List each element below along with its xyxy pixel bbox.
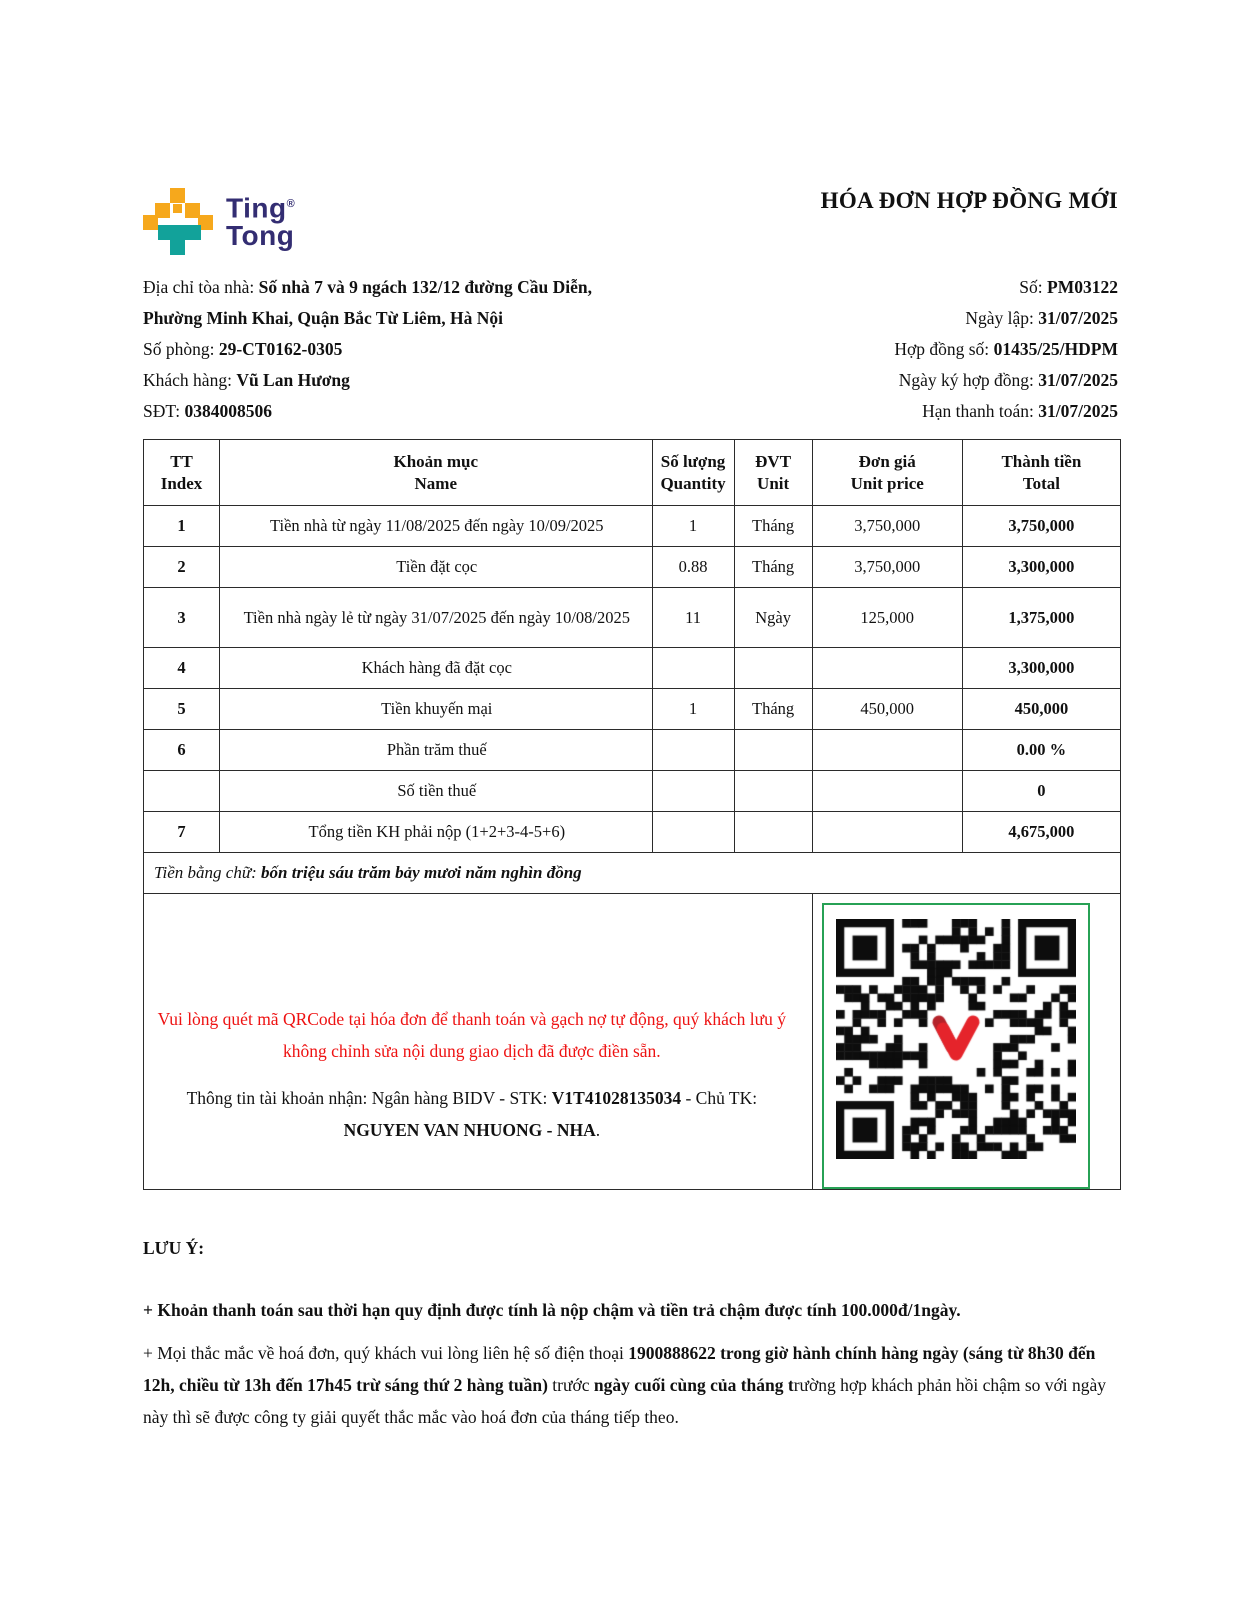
cell-total: 450,000 [962,689,1120,730]
table-row [144,771,1121,812]
cell-index: 5 [144,689,220,730]
cell-unit [734,771,812,812]
table-row [144,689,1121,730]
account-holder: NGUYEN VAN NHUONG - NHA [343,1120,596,1140]
cell-unit-price [812,771,962,812]
cell-quantity: 11 [652,588,734,648]
cell-name: Tổng tiền KH phải nộp (1+2+3-4-5+6) [220,812,652,853]
account-number: V1T41028135034 [551,1088,682,1108]
cell-unit-price: 3,750,000 [812,547,962,588]
building-info [143,272,743,427]
room-number: Số phòng: 29-CT0162-0305 [143,339,343,359]
cell-total: 4,675,000 [962,812,1120,853]
contract-number: Hợp đồng số: 01435/25/HDPM [894,339,1118,359]
col-unit-price: Đơn giá Unit price [812,440,962,506]
customer-name: Khách hàng: Vũ Lan Hương [143,370,350,390]
table-row [144,730,1121,771]
table-row [144,588,1121,648]
cell-unit [734,648,812,689]
cell-index: 6 [144,730,220,771]
payment-qr-code [836,919,1076,1159]
cell-unit-price: 125,000 [812,588,962,648]
table-header-row [144,440,1121,506]
page-title: HÓA ĐƠN HỢP ĐỒNG MỚI [820,188,1118,213]
cell-quantity [652,648,734,689]
cell-total: 3,300,000 [962,547,1120,588]
cell-name: Khách hàng đã đặt cọc [220,648,652,689]
cell-name: Tiền đặt cọc [220,547,652,588]
qr-cell [812,894,1120,1190]
contract-sign-date: Ngày ký hợp đồng: 31/07/2025 [898,370,1118,390]
cell-quantity [652,771,734,812]
notes-heading: LƯU Ý: [143,1238,205,1258]
cell-unit-price [812,648,962,689]
cell-unit [734,812,812,853]
hotline-note: + Mọi thắc mắc về hoá đơn, quý khách vui lòng liên hệ số điện thoại 1900888622 trong giờ hành chính hàng ngày (sáng từ 8h30 đến 12h, chiều từ 13h đến 17h45 trừ sáng thứ 2 hàng tuần) trước ngày cuối cùng của tháng trường hợp khách phản hồi chậm so với ngày này thì sẽ được công ty giải quyết thắc mắc vào hoá đơn của tháng tiếp theo. [143,1343,1107,1427]
cell-index: 4 [144,648,220,689]
tingtong-wordmark: Ting® Tong [226,192,296,252]
building-address-line1: Địa chỉ tòa nhà: Số nhà 7 và 9 ngách 132/12 đường Cầu Diễn, [143,277,592,297]
col-unit: ĐVT Unit [734,440,812,506]
table-row [144,547,1121,588]
cell-name: Tiền khuyến mại [220,689,652,730]
col-name: Khoản mục Name [220,440,652,506]
cell-unit-price [812,812,962,853]
table-row [144,506,1121,547]
invoice-meta [698,272,1118,427]
col-total: Thành tiền Total [962,440,1120,506]
cell-total: 0.00 % [962,730,1120,771]
cell-total: 1,375,000 [962,588,1120,648]
col-index: TT Index [144,440,220,506]
cell-quantity [652,730,734,771]
cell-index: 7 [144,812,220,853]
qr-warning-text: Vui lòng quét mã QRCode tại hóa đơn để thanh toán và gạch nợ tự động, quý khách lưu ý không chỉnh sửa nội dung giao dịch đã được điền sẵn. [157,1009,787,1061]
cell-index [144,771,220,812]
tingtong-logo [138,182,295,258]
payment-due-date: Hạn thanh toán: 31/07/2025 [922,401,1118,421]
cell-unit-price: 3,750,000 [812,506,962,547]
cell-unit-price: 450,000 [812,689,962,730]
col-quantity: Số lượng Quantity [652,440,734,506]
bank-account-info: Thông tin tài khoản nhận: Ngân hàng BIDV - STK: V1T41028135034 - Chủ TK: NGUYEN VAN NHUONG - NHA. [186,1088,758,1140]
cell-unit: Tháng [734,506,812,547]
building-address-line2: Phường Minh Khai, Quận Bắc Từ Liêm, Hà Nội [143,308,504,328]
cell-unit [734,730,812,771]
payment-instructions [144,894,813,1190]
cell-name: Số tiền thuế [220,771,652,812]
cell-unit: Tháng [734,547,812,588]
cell-index: 3 [144,588,220,648]
qr-code-frame [822,903,1090,1189]
table-row [144,812,1121,853]
amount-in-words: bốn triệu sáu trăm bảy mươi năm nghìn đồng [261,863,582,882]
cell-unit-price [812,730,962,771]
tingtong-logo-icon [138,182,218,258]
amount-in-words-row [144,853,1121,894]
payment-row [144,894,1121,1190]
cell-total: 3,300,000 [962,648,1120,689]
cell-index: 2 [144,547,220,588]
customer-phone: SĐT: 0384008506 [143,401,272,421]
registered-mark: ® [286,198,296,210]
cell-total: 3,750,000 [962,506,1120,547]
cell-name: Tiền nhà ngày lẻ từ ngày 31/07/2025 đến ngày 10/08/2025 [220,588,652,648]
cell-unit: Tháng [734,689,812,730]
cell-quantity: 0.88 [652,547,734,588]
cell-name: Phần trăm thuế [220,730,652,771]
cell-total: 0 [962,771,1120,812]
cell-name: Tiền nhà từ ngày 11/08/2025 đến ngày 10/09/2025 [220,506,652,547]
issue-date: Ngày lập: 31/07/2025 [965,308,1118,328]
cell-quantity: 1 [652,506,734,547]
table-row [144,648,1121,689]
amount-in-words-label: Tiền bằng chữ: [154,863,262,882]
late-payment-note: + Khoản thanh toán sau thời hạn quy định được tính là nộp chậm và tiền trả chậm được tính 100.000đ/1ngày. [143,1300,961,1320]
cell-quantity: 1 [652,689,734,730]
invoice-number: Số: PM03122 [1019,277,1118,297]
cell-unit: Ngày [734,588,812,648]
hotline-number-and-hours: 1900888622 trong giờ hành chính hàng ngày (sáng từ 8h30 đến 12h, chiều từ 13h đến 17h45 trừ sáng thứ 2 hàng tuần) [143,1343,1096,1395]
cell-index: 1 [144,506,220,547]
items-table [143,439,1121,1190]
cell-quantity [652,812,734,853]
